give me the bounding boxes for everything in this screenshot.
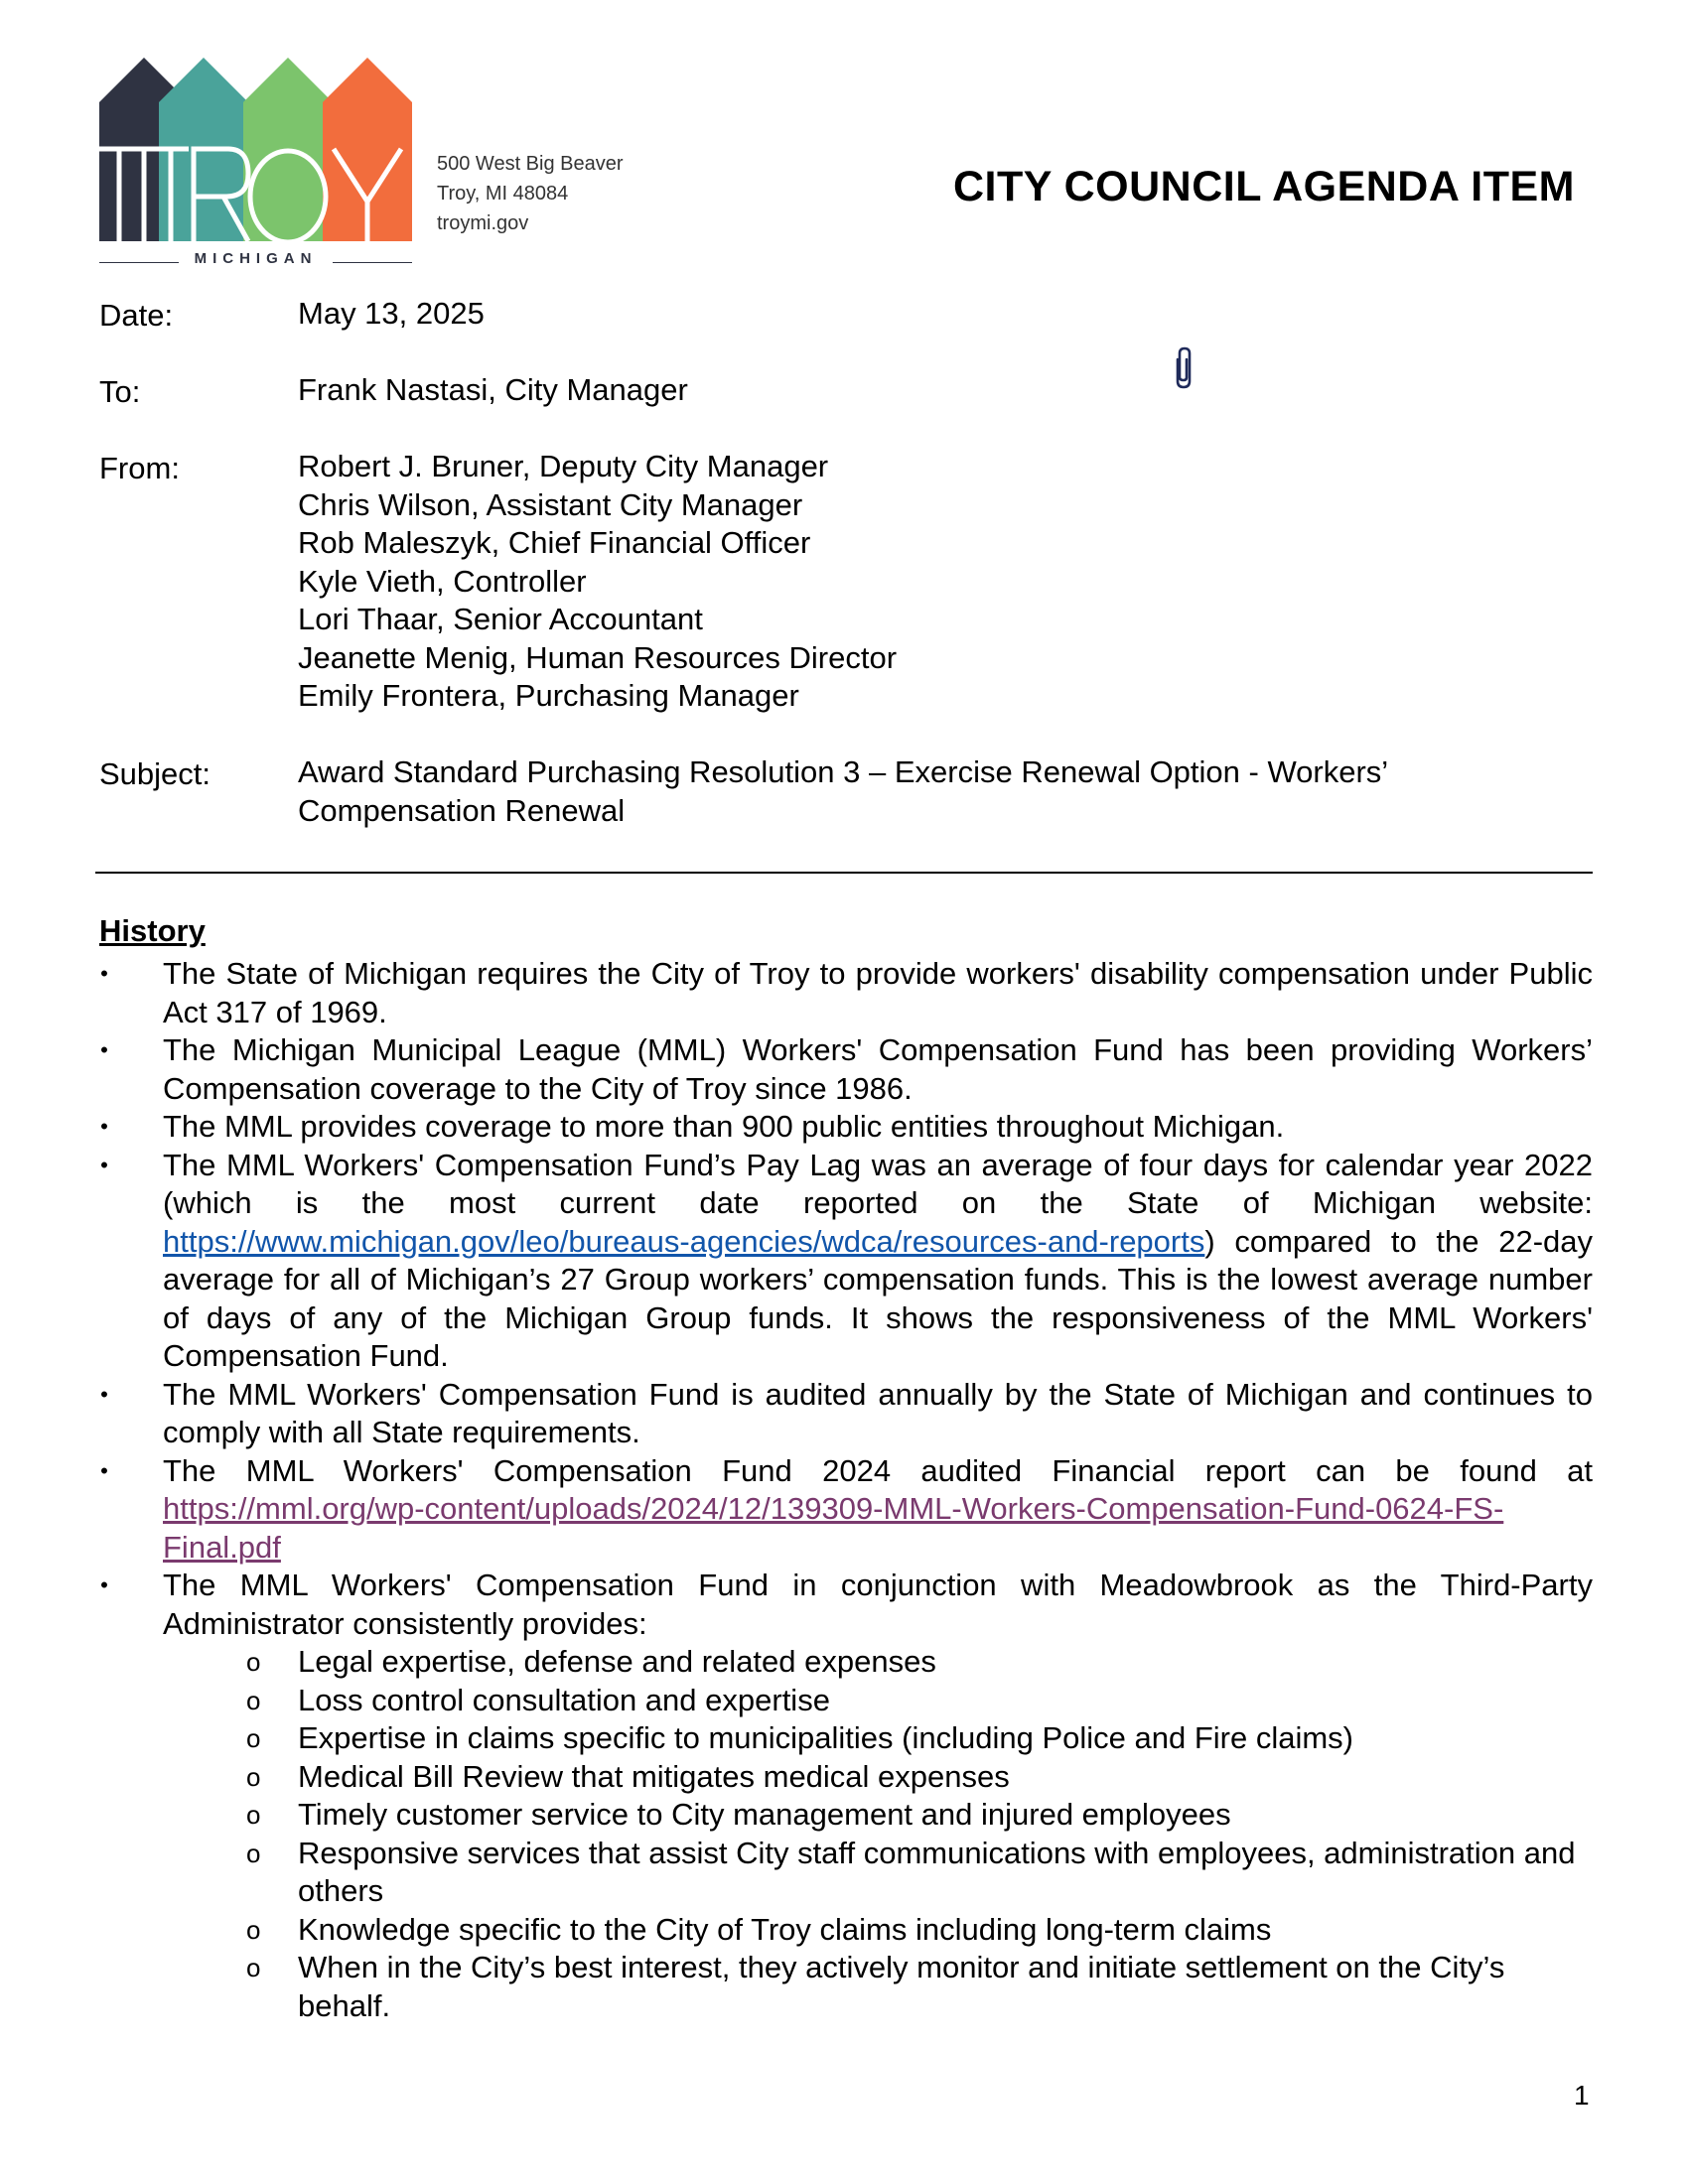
address-line-street: 500 West Big Beaver xyxy=(437,153,624,175)
history-item-text: The MML Workers' Compensation Fund in conjunction with Meadowbrook as the Third-Party Administrator consistently provides: xyxy=(163,1568,1593,1641)
history-item-text xyxy=(163,1147,1593,1376)
bullet-icon: • xyxy=(100,961,108,986)
circle-bullet-icon: o xyxy=(246,1685,261,1715)
circle-bullet-icon: o xyxy=(246,1800,261,1830)
troy-logo-graphic xyxy=(99,58,412,256)
to-value: Frank Nastasi, City Manager xyxy=(298,372,688,407)
bullet-icon: • xyxy=(100,1381,108,1407)
service-item-text: Expertise in claims specific to municipalities (including Police and Fire claims) xyxy=(298,1720,1354,1755)
services-sublist xyxy=(163,1643,1593,2025)
history-item xyxy=(99,1031,1593,1108)
from-person: Chris Wilson, Assistant City Manager xyxy=(298,486,803,522)
paperclip-icon-graphic xyxy=(1172,345,1196,391)
service-item xyxy=(99,1835,1593,1911)
service-item-text: Responsive services that assist City staff communications with employees, administration and others xyxy=(298,1835,1576,1908)
service-item xyxy=(99,1911,1593,1950)
bullet-icon: • xyxy=(100,1037,108,1062)
service-item-text: Timely customer service to City management and injured employees xyxy=(298,1797,1231,1832)
history-item-text: The Michigan Municipal League (MML) Workers' Compensation Fund has been providing Workers’ Compensation coverage to the City of Troy since 1986. xyxy=(163,1032,1593,1106)
circle-bullet-icon: o xyxy=(246,1761,261,1792)
history-item xyxy=(99,1376,1593,1452)
from-person: Kyle Vieth, Controller xyxy=(298,563,587,599)
history-item xyxy=(99,1452,1593,1568)
history-item xyxy=(99,1567,1593,2025)
bullet-icon: • xyxy=(100,1572,108,1597)
history-item-text-after: ) compared to the 22-day average for all of Michigan’s 27 Group workers’ compensation funds. This is the lowest average number of days of any of the Michigan Group funds. It shows the responsiveness of the MML Workers' Compensation Fund. xyxy=(163,1223,1593,1373)
circle-bullet-icon: o xyxy=(246,1647,261,1677)
service-item xyxy=(99,1682,1593,1720)
city-address xyxy=(437,149,624,238)
history-item-text: The MML provides coverage to more than 900 public entities throughout Michigan. xyxy=(163,1109,1285,1144)
logo-rule-right xyxy=(333,262,412,263)
wdca-reports-link[interactable]: https://www.michigan.gov/leo/bureaus-agencies/wdca/resources-and-reports xyxy=(163,1223,1205,1259)
bullet-icon: • xyxy=(100,1457,108,1483)
date-value: May 13, 2025 xyxy=(298,296,485,331)
history-item-text-before: The MML Workers' Compensation Fund’s Pay Lag was an average of four days for calendar year 2022 (which is the most current date reported on the State of Michigan website: xyxy=(163,1147,1593,1220)
history-item-text-before: The MML Workers' Compensation Fund 2024 audited Financial report can be found at xyxy=(163,1452,1593,1488)
service-item xyxy=(99,1643,1593,1682)
subject-label: Subject: xyxy=(99,756,211,791)
paperclip-icon[interactable] xyxy=(1172,345,1196,391)
bullet-icon: • xyxy=(100,1152,108,1177)
agenda-title: CITY COUNCIL AGENDA ITEM xyxy=(953,163,1575,210)
history-item xyxy=(99,955,1593,1031)
history-heading: History xyxy=(99,913,206,948)
service-item-text: Knowledge specific to the City of Troy claims including long-term claims xyxy=(298,1911,1272,1947)
from-label: From: xyxy=(99,451,180,485)
subject-line: Compensation Renewal xyxy=(298,792,626,828)
circle-bullet-icon: o xyxy=(246,1953,261,1982)
bullet-icon: • xyxy=(100,1114,108,1139)
logo-state-label: MICHIGAN xyxy=(194,250,318,267)
subject-line: Award Standard Purchasing Resolution 3 – Exercise Renewal Option - Workers’ xyxy=(298,754,1389,789)
from-person: Lori Thaar, Senior Accountant xyxy=(298,602,703,636)
service-item-text: When in the City’s best interest, they actively monitor and initiate settlement on the City’s behalf. xyxy=(298,1950,1505,2023)
address-line-website: troymi.gov xyxy=(437,212,529,234)
service-item-text: Medical Bill Review that mitigates medical expenses xyxy=(298,1758,1010,1794)
to-label: To: xyxy=(99,374,141,409)
date-label: Date: xyxy=(99,298,174,333)
troy-logo xyxy=(99,58,412,271)
from-person: Emily Frontera, Purchasing Manager xyxy=(298,678,799,713)
service-item xyxy=(99,1796,1593,1835)
from-list xyxy=(298,448,897,716)
service-item xyxy=(99,1719,1593,1758)
history-list xyxy=(99,955,1593,2025)
from-person: Jeanette Menig, Human Resources Director xyxy=(298,639,898,675)
from-person: Rob Maleszyk, Chief Financial Officer xyxy=(298,525,811,560)
service-item xyxy=(99,1758,1593,1797)
page-number: 1 xyxy=(1574,2080,1590,2111)
header-divider xyxy=(95,872,1593,874)
service-item xyxy=(99,1949,1593,2025)
history-item xyxy=(99,1108,1593,1147)
address-line-city: Troy, MI 48084 xyxy=(437,183,569,205)
history-item xyxy=(99,1147,1593,1376)
financial-report-link[interactable]: https://mml.org/wp-content/uploads/2024/12/139309-MML-Workers-Compensation-Fund-0624-FS-Final.pdf xyxy=(163,1491,1504,1565)
circle-bullet-icon: o xyxy=(246,1914,261,1945)
service-item-text: Loss control consultation and expertise xyxy=(298,1682,830,1717)
circle-bullet-icon: o xyxy=(246,1838,261,1868)
service-item-text: Legal expertise, defense and related expenses xyxy=(298,1644,936,1679)
history-item-text xyxy=(163,1452,1593,1568)
circle-bullet-icon: o xyxy=(246,1723,261,1753)
history-item-text: The MML Workers' Compensation Fund is audited annually by the State of Michigan and continues to comply with all State requirements. xyxy=(163,1376,1593,1449)
subject-value xyxy=(298,753,1388,830)
history-item-text: The State of Michigan requires the City of Troy to provide workers' disability compensation under Public Act 317 of 1969. xyxy=(163,956,1593,1029)
from-person: Robert J. Bruner, Deputy City Manager xyxy=(298,449,829,483)
